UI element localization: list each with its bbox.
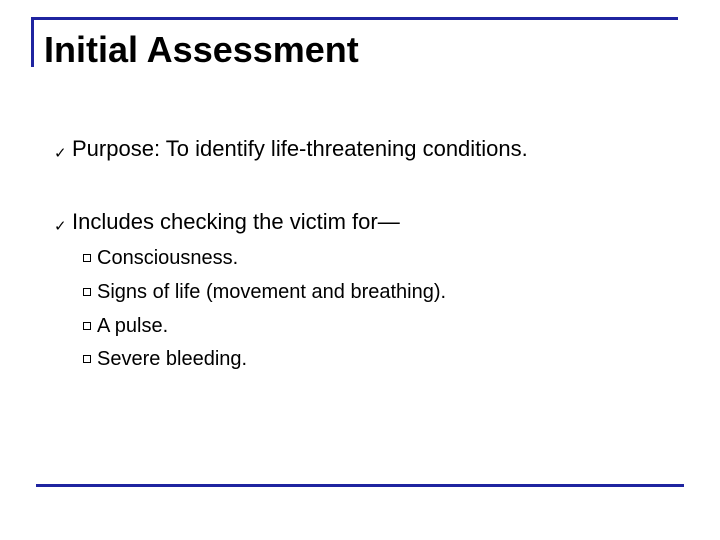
sub-bullet-text: Consciousness.: [97, 247, 239, 269]
square-bullet-icon: [83, 322, 91, 330]
square-bullet-icon: [83, 254, 91, 262]
square-bullet-icon: [83, 288, 91, 296]
bullet-text: Purpose: To identify life-threatening conditions.: [72, 136, 528, 161]
sub-bullet-text: Signs of life (movement and breathing).: [97, 281, 447, 303]
bullet-text: Includes checking the victim for—: [72, 209, 400, 234]
square-bullet-icon: [83, 355, 91, 363]
checkmark-icon: ✓: [54, 217, 67, 235]
checkmark-icon: ✓: [54, 144, 67, 162]
slide-title: Initial Assessment: [44, 29, 359, 70]
bottom-rule: [36, 484, 684, 487]
sub-bullet-text: Severe bleeding.: [97, 348, 248, 370]
sub-bullet-text: A pulse.: [97, 315, 169, 337]
